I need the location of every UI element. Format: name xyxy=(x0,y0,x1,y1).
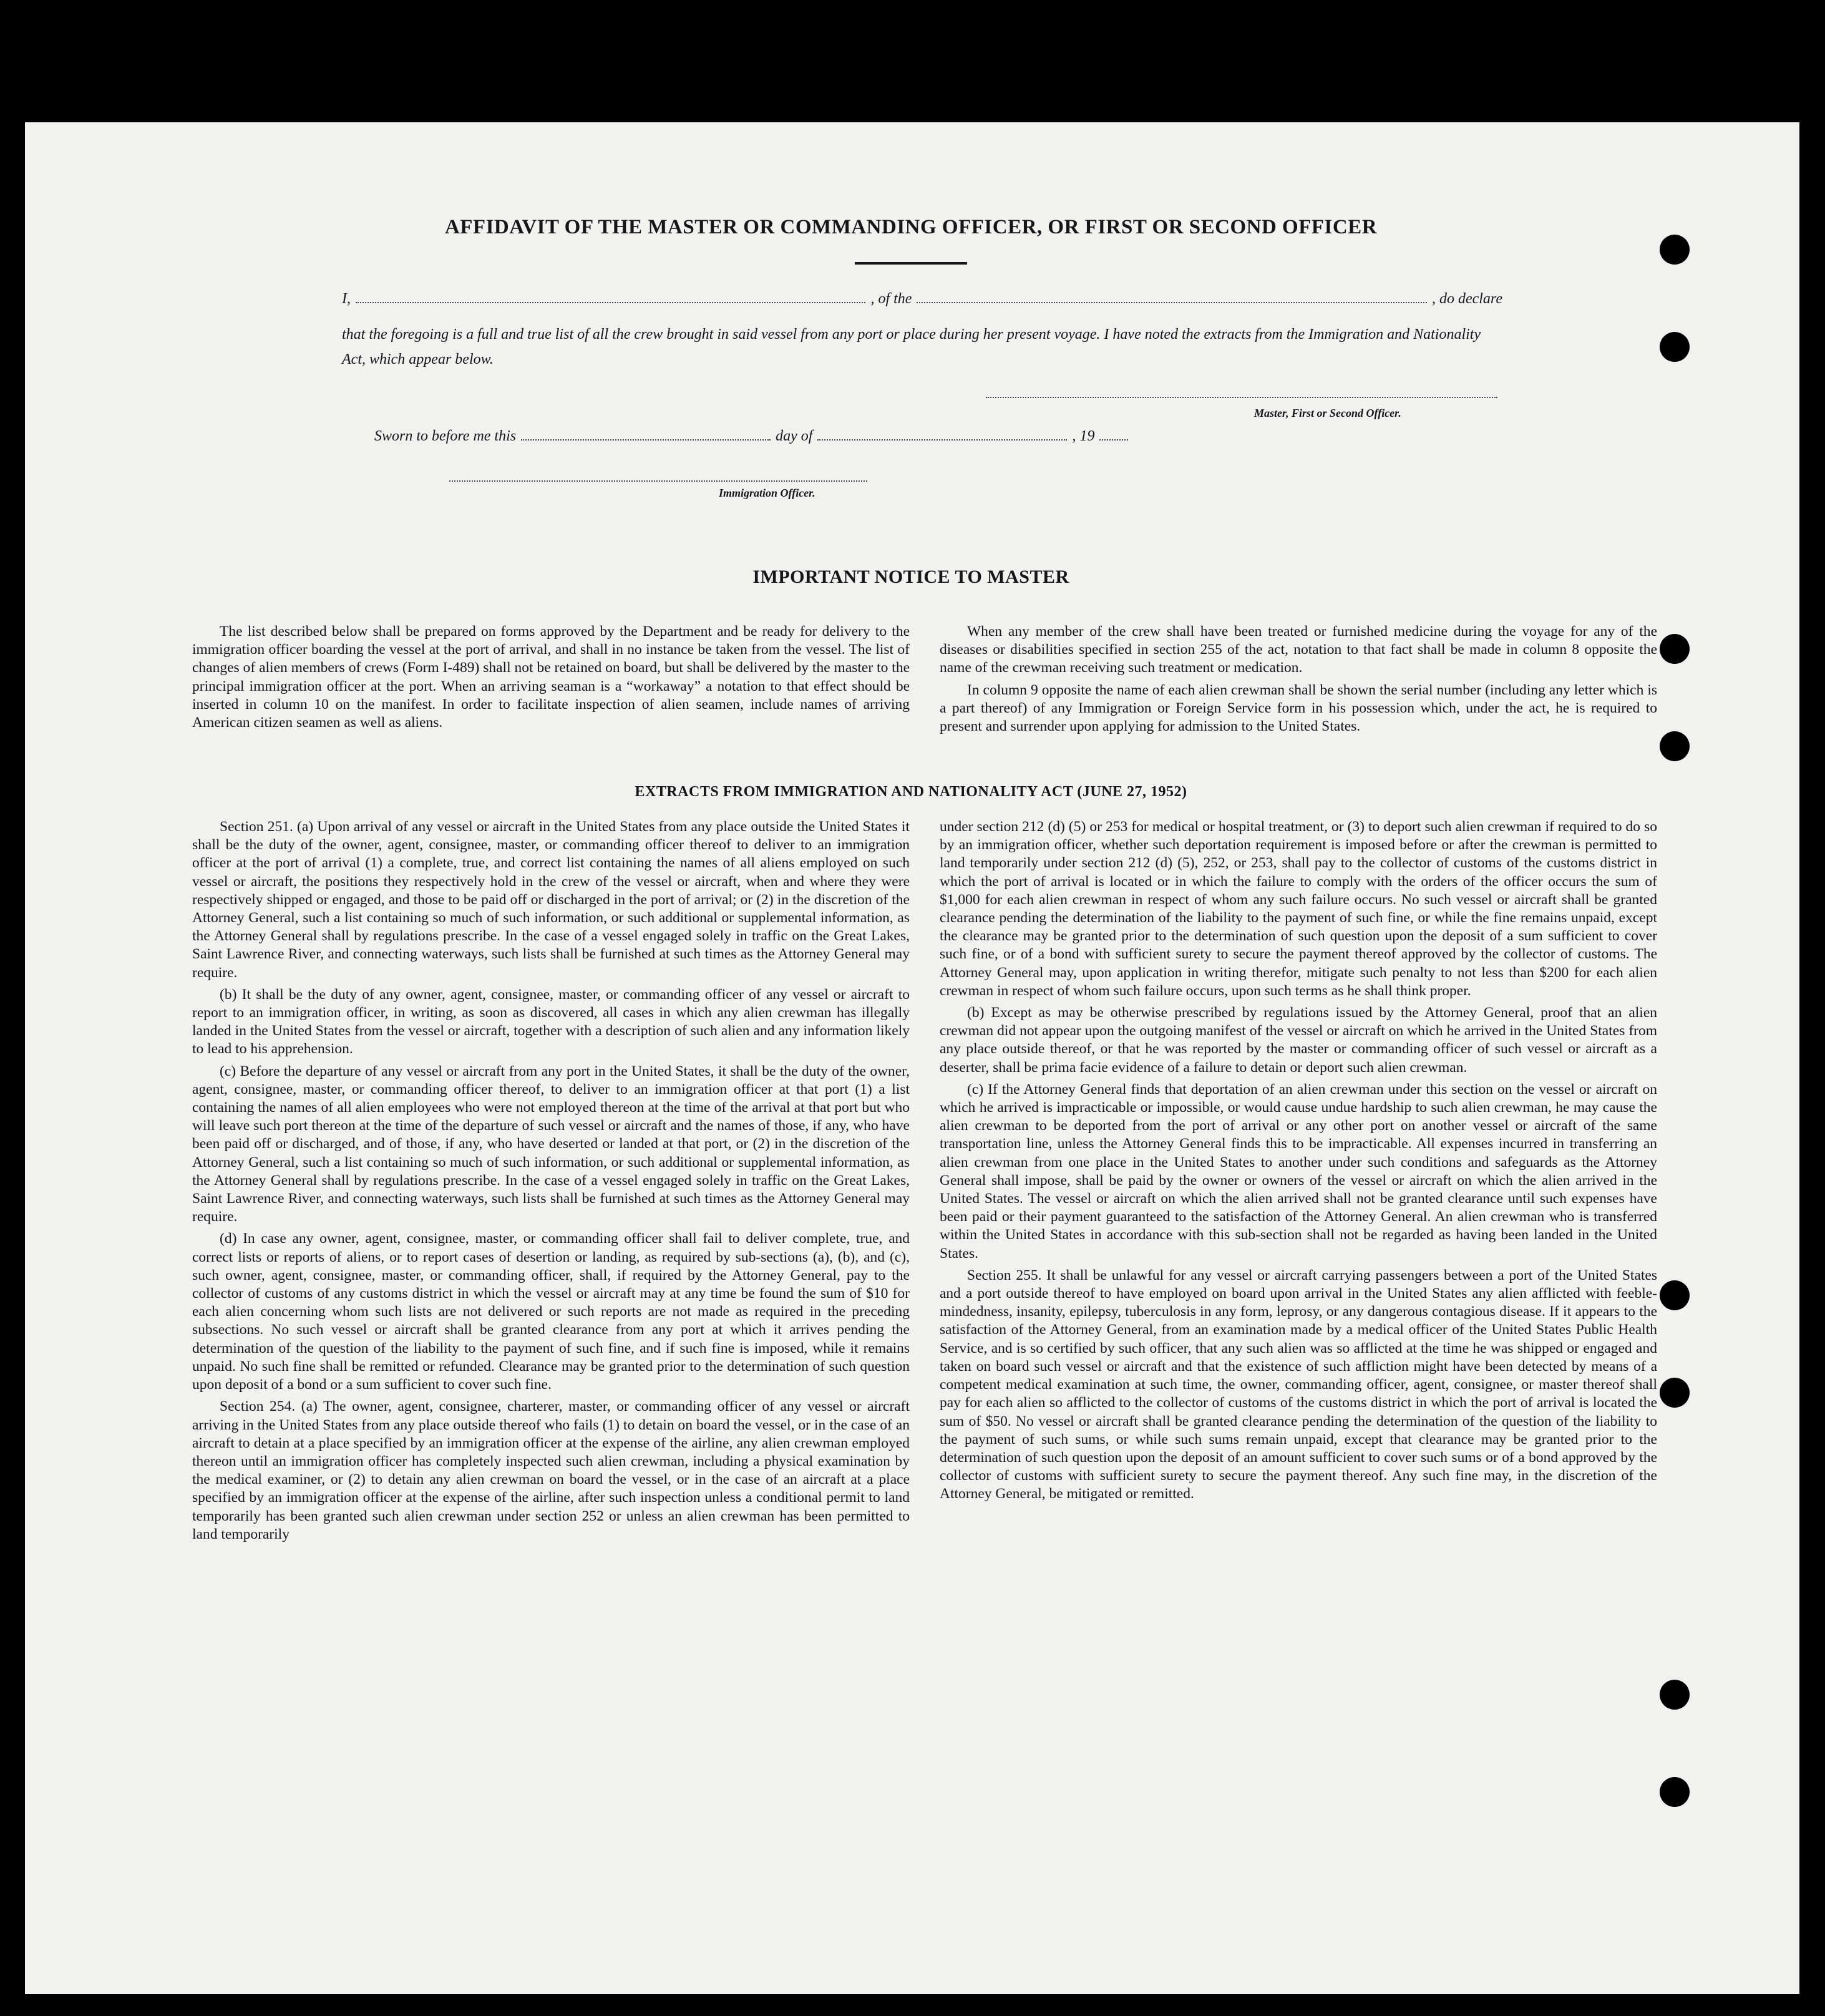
year-blank[interactable] xyxy=(1099,429,1128,441)
year-label: , 19 xyxy=(1072,428,1095,444)
sworn-line xyxy=(374,428,1133,445)
officer-signature-line[interactable] xyxy=(449,480,867,482)
notice-left-column xyxy=(192,623,910,732)
name-blank[interactable] xyxy=(356,291,865,303)
binder-hole xyxy=(1660,1280,1690,1310)
day-of-label: day of xyxy=(776,428,813,444)
notice-paragraph: The list described below shall be prepared on forms approved by the Department and be ready for delivery to the immigration officer boarding the vessel at the port of arrival, and shall in no instance be taken from the vessel. The list of changes of alien members of crews (Form I-489) shall not be retained on board, but shall be delivered by the master to the principal immigration officer at the port. When an arriving seaman is a “workaway” a notation to that effect should be inserted in column 10 on the manifest. In order to facilitate inspection of alien seamen, include names of arriving American citizen seamen as well as aliens. xyxy=(192,623,910,731)
extracts-right-column xyxy=(940,818,1657,1504)
do-declare-label: , do declare xyxy=(1431,291,1503,307)
binder-hole xyxy=(1660,1378,1690,1408)
binder-hole xyxy=(1660,332,1690,362)
date-blank[interactable] xyxy=(521,429,771,441)
declaration-line xyxy=(342,291,1502,308)
extract-paragraph: (b) Except as may be otherwise prescribed by regulations issued by the Attorney General, proof that an alien crewman did not appear upon the outgoing manifest of the vessel or aircraft on which he arrived in the United States from any place outside thereof, or that he was reported by the master or commanding officer of such vessel or aircraft as a deserter, shall be prima facie evidence of a failure to detain or deport such alien crewman. xyxy=(940,1005,1657,1076)
officer-caption: Immigration Officer. xyxy=(719,487,815,499)
notice-paragraph: When any member of the crew shall have been treated or furnished medicine during the voyage for any of the diseases or disabilities specified in section 255 of the act, notation to that fact shall be made in column 8 opposite the name of the crewman receiving such treatment or medication. xyxy=(940,623,1657,676)
binder-hole xyxy=(1660,731,1690,761)
extract-paragraph: (c) Before the departure of any vessel or aircraft from any port in the United States, it shall be the duty of the owner, agent, consignee, master, or commanding officer thereof, to deliver to an immigration officer at that port (1) a list containing the names of all alien employees who were not employed thereon at the time of the arrival at that port but who will leave such port thereon at the time of the departure of such vessel or aircraft and the names of those, if any, who have been paid off or discharged, and of those, if any, who have deserted or landed at that port, or (2) in the discretion of the Attorney General, such a list containing so much of such information, or such additional or supplemental information, as the Attorney General shall by regulations prescribe. In the case of a vessel engaged solely in traffic on the Great Lakes, Saint Lawrence River, and connecting waterways, such lists shall be furnished at such times as the Attorney General may require. xyxy=(192,1063,910,1225)
i-label: I, xyxy=(342,291,351,307)
extract-paragraph: Section 255. It shall be unlawful for any vessel or aircraft carrying passengers between a port of the United States and a port outside thereof to have employed on board upon arrival in the United States any alien afflicted with feeble-mindedness, insanity, epilepsy, tuberculosis in any form, leprosy, or any dangerous contagious disease. If it appears to the satisfaction of the Attorney General, from an examination made by a medical officer of the United States Public Health Service, and is so certified by such officer, that any such alien was so afflicted at the time he was shipped or engaged and taken on board such vessel or aircraft and that the existence of such affliction might have been detected by means of a competent medical examination at such time, the owner, commanding officer, agent, consignee, or master thereof shall pay for each alien so afflicted to the collector of customs of the customs district in which the port of arrival is located the sum of $50. No vessel or aircraft shall be granted clearance pending the determination of the question of the liability to the payment of such sums, or while such sums remain unpaid, except that clearance may be granted prior to the determination of such question upon the deposit of an amount sufficient to cover such sums or of a bond approved by the collector of customs with sufficient surety to secure the payment thereof. Any such fine may, in the discretion of the Attorney General, be mitigated or remitted. xyxy=(940,1267,1657,1502)
binder-hole xyxy=(1660,1777,1690,1807)
sworn-label: Sworn to before me this xyxy=(374,428,517,444)
notice-paragraph: In column 9 opposite the name of each alien crewman shall be shown the serial number (including any letter which is a part thereof) of any Immigration or Foreign Service form in his possession which, under the act, he is required to present and surrender upon applying for admission to the United States. xyxy=(940,681,1657,735)
notice-title: IMPORTANT NOTICE TO MASTER xyxy=(752,567,1069,587)
declaration-text: that the foregoing is a full and true list of all the crew brought in said vessel from any port or place during her present voyage. I have noted the extracts from the Immigration and Nationality Act, which appear below. xyxy=(342,326,1481,368)
document-page xyxy=(25,122,1799,1994)
notice-right-column xyxy=(940,623,1657,736)
extract-paragraph: Section 254. (a) The owner, agent, consignee, charterer, master, or commanding officer of any vessel or aircraft arriving in the United States from any place outside thereof who fails (1) to detain on board the vessel, or in the case of an aircraft to detain at a place specified by an immigration officer at the expense of the airline, any alien crewman employed thereon until an immigration officer has completely inspected such alien crewman, including a physical examination by the medical examiner, or (2) to detain any alien crewman on board the vessel, or in the case of an aircraft at a place specified by an immigration officer at the expense of the airline, after such inspection unless a conditional permit to land temporarily has been granted such alien crewman under section 252 or unless an alien crewman has been permitted to land temporarily xyxy=(192,1398,910,1542)
extract-paragraph: Section 251. (a) Upon arrival of any vessel or aircraft in the United States from any place outside the United States it shall be the duty of the owner, agent, consignee, master, or commanding officer thereof to deliver to an immigration officer at the port of arrival (1) a complete, true, and correct list containing the names of all aliens employed on such vessel or aircraft, the positions they respectively hold in the crew of the vessel or aircraft, when and where they were respectively shipped or engaged, and those to be paid off or discharged in the port of arrival; or (2) in the discretion of the Attorney General, such a list containing so much of such information, or such additional or supplemental information, as the Attorney General shall by regulations prescribe. In the case of a vessel engaged solely in traffic on the Great Lakes, Saint Lawrence River, and connecting waterways, such lists shall be furnished at such times as the Attorney General may require. xyxy=(192,819,910,981)
of-the-label: , of the xyxy=(870,291,912,307)
month-blank[interactable] xyxy=(817,429,1067,441)
master-signature-line[interactable] xyxy=(986,397,1497,398)
title-divider xyxy=(855,262,967,265)
extracts-title: EXTRACTS FROM IMMIGRATION AND NATIONALITY ACT (JUNE 27, 1952) xyxy=(635,784,1187,800)
master-caption: Master, First or Second Officer. xyxy=(1254,407,1401,419)
extract-paragraph: (b) It shall be the duty of any owner, agent, consignee, master, or commanding officer of any vessel or aircraft to report to an immigration officer, in writing, as soon as discovered, all cases in which any alien crewman has illegally landed in the United States from the vessel or aircraft, together with a description of such alien and any information likely to lead to his apprehension. xyxy=(192,986,910,1058)
binder-hole xyxy=(1660,1680,1690,1710)
extract-paragraph: (d) In case any owner, agent, consignee, master, or commanding officer shall fail to deliver complete, true, and correct lists or reports of aliens, or to report cases of desertion or landing, as required by sub-sections (a), (b), and (c), such owner, agent, consignee, master, or commanding officer, shall, if required by the Attorney General, pay to the collector of customs of any customs district in which the vessel or aircraft may at any time be found the sum of $10 for each alien concerning whom such lists are not delivered or such reports are not made as required in the preceding subsections. No such vessel or aircraft shall be granted clearance from any port at which it arrives pending the determination of the question of the liability to the payment of such fine, and if such fine is imposed, while it remains unpaid. No such fine shall be remitted or refunded. Clearance may be granted prior to the determination of such question upon deposit of a bond or a sum sufficient to cover such fine. xyxy=(192,1230,910,1393)
extract-paragraph: under section 212 (d) (5) or 253 for medical or hospital treatment, or (3) to deport such alien crewman if required to do so by an immigration officer, whether such deportation requirement is imposed before or after the crewman is permitted to land temporarily under section 212 (d) (5), 252, or 253, shall pay to the collector of customs of the customs district in which the port of arrival is located or in which the failure to comply with the orders of the officer occurs the sum of $1,000 for each alien crewman in respect of whom any such failure occurs. No such vessel or aircraft shall be granted clearance pending the determination of the liability to the payment of such fine, or while the fine remains unpaid, except the clearance may be granted prior to the determination of such question upon the deposit of a sum sufficient to cover such fine, or of a bond with sufficient surety to secure the payment thereof approved by the collector of customs. The Attorney General may, upon application in writing therefor, mitigate such penalty to not less than $200 for each alien crewman in respect of whom such failure occurs, upon such terms as he shall think proper. xyxy=(940,819,1657,999)
affidavit-title: AFFIDAVIT OF THE MASTER OR COMMANDING OFFICER, OR FIRST OR SECOND OFFICER xyxy=(444,216,1378,238)
vessel-blank[interactable] xyxy=(917,291,1426,303)
extract-paragraph: (c) If the Attorney General finds that deportation of an alien crewman under this section on the vessel or aircraft on which he arrived is impracticable or impossible, or would cause undue hardship to such alien crewman, he may cause the alien crewman to be deported from the port of arrival or any other port on another vessel or aircraft of the same transportation line, unless the Attorney General finds this to be impracticable. All expenses incurred in transferring an alien crewman from one place in the United States to another under such conditions and safeguards as the Attorney General shall impose, shall be paid by the owner or owners of the vessel or aircraft on which the alien arrived in the United States. The vessel or aircraft on which the alien arrived shall not be granted clearance until such expenses have been paid or their payment guaranteed to the satisfaction of the Attorney General. An alien crewman who is transferred within the United States in accordance with this sub-section shall not be regarded as having been landed in the United States. xyxy=(940,1081,1657,1262)
binder-hole xyxy=(1660,634,1690,664)
binder-hole xyxy=(1660,235,1690,265)
extracts-left-column xyxy=(192,818,910,1544)
